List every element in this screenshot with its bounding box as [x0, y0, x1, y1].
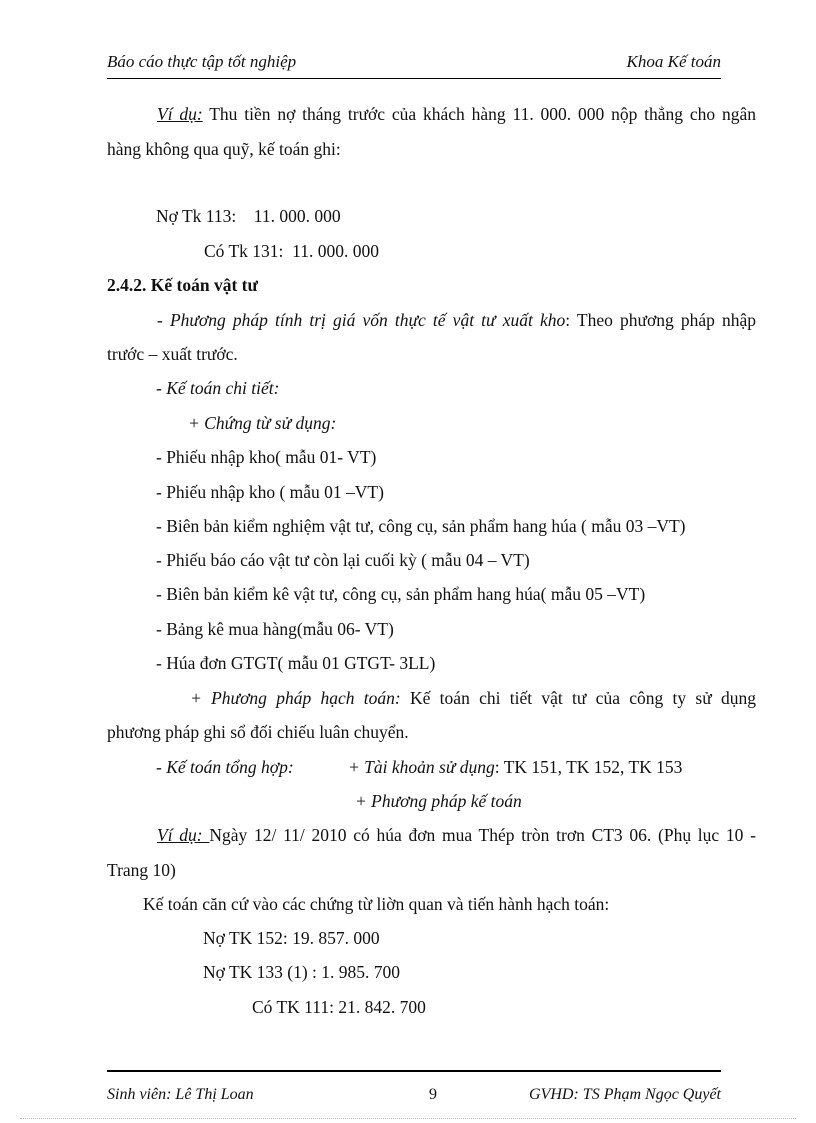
page-footer: [107, 1070, 721, 1103]
example-2-line-1: [107, 825, 756, 846]
accounts-used: [348, 757, 682, 778]
voucher-item: - Bảng kê mua hàng(mẫu 06- VT): [156, 619, 394, 639]
example-1-line-2: hàng không qua quỹ, kế toán ghi:: [107, 139, 341, 159]
method-line-1: [107, 310, 756, 331]
voucher-item: - Phiếu nhập kho ( mẫu 01 –VT): [156, 482, 384, 502]
example-2-intro: Kế toán căn cứ vào các chứng từ liờn quan và tiến hành hạch toán:: [143, 894, 610, 914]
page-header: [107, 52, 721, 79]
example-2-credit: Có TK 111: 21. 842. 700: [252, 997, 426, 1017]
accounting-method-text: Kế toán chi tiết vật tư của công ty sử dụng: [400, 688, 757, 708]
example-2-line-2: Trang 10): [107, 860, 176, 880]
voucher-item: - Biên bản kiểm kê vật tư, công cụ, sản phẩm hang húa( mẫu 05 –VT): [156, 584, 646, 604]
example-1-line-1: [107, 104, 756, 125]
example-1-credit: Có Tk 131: 11. 000. 000: [204, 241, 380, 261]
footer-student: Sinh viên: Lê Thị Loan: [107, 1086, 254, 1103]
example-2-debit-1: Nợ TK 152: 19. 857. 000: [203, 928, 380, 948]
method-line-2: trước – xuất trước.: [107, 344, 238, 364]
detail-accounting-label: - Kế toán chi tiết:: [156, 378, 280, 398]
general-accounting-label: - Kế toán tổng hợp:: [156, 757, 294, 777]
method-label: - Phương pháp tính trị giá vốn thực tế vật tư xuất kho: [157, 310, 566, 330]
footer-advisor: GVHD: TS Phạm Ngọc Quyết: [529, 1086, 721, 1103]
voucher-item: - Phiếu nhập kho( mẫu 01- VT): [156, 447, 377, 467]
accounts-used-list: : TK 151, TK 152, TK 153: [494, 757, 683, 777]
vouchers-label: + Chứng từ sử dụng:: [188, 413, 337, 433]
footer-page-number: 9: [429, 1086, 437, 1103]
example-1-debit: Nợ Tk 113: 11. 000. 000: [156, 206, 341, 226]
example-2-label: Ví dụ:: [157, 825, 210, 845]
example-1-text: Thu tiền nợ tháng trước của khách hàng 11. 000. 000 nộp thẳng cho ngân: [202, 104, 756, 124]
header-department: Khoa Kế toán: [626, 52, 721, 71]
method-text: : Theo phương pháp nhập: [565, 310, 756, 330]
accounting-method-label: + Phương pháp hạch toán:: [190, 688, 401, 708]
voucher-item: - Phiếu báo cáo vật tư còn lại cuối kỳ ( mẫu 04 – VT): [156, 550, 530, 570]
voucher-item: - Húa đơn GTGT( mẫu 01 GTGT- 3LL): [156, 653, 436, 673]
section-heading: 2.4.2. Kế toán vật tư: [107, 275, 258, 295]
accounts-used-label: + Tài khoản sử dụng: [348, 757, 495, 777]
header-report-title: Báo cáo thực tập tốt nghiệp: [107, 52, 297, 71]
general-method-label: + Phương pháp kế toán: [355, 791, 522, 811]
example-2-debit-2: Nợ TK 133 (1) : 1. 985. 700: [203, 962, 401, 982]
accounting-method-line-2: phương pháp ghi sổ đối chiếu luân chuyển.: [107, 722, 409, 742]
accounting-method-line-1: [107, 688, 756, 709]
example-1-label: Ví dụ:: [157, 104, 203, 124]
example-2-text: Ngày 12/ 11/ 2010 có húa đơn mua Thép tròn trơn CT3 06. (Phụ lục 10 -: [209, 825, 756, 845]
voucher-item: - Biên bản kiểm nghiệm vật tư, công cụ, sản phẩm hang húa ( mẫu 03 –VT): [156, 516, 686, 536]
bottom-dotted-rule: [20, 1118, 796, 1119]
